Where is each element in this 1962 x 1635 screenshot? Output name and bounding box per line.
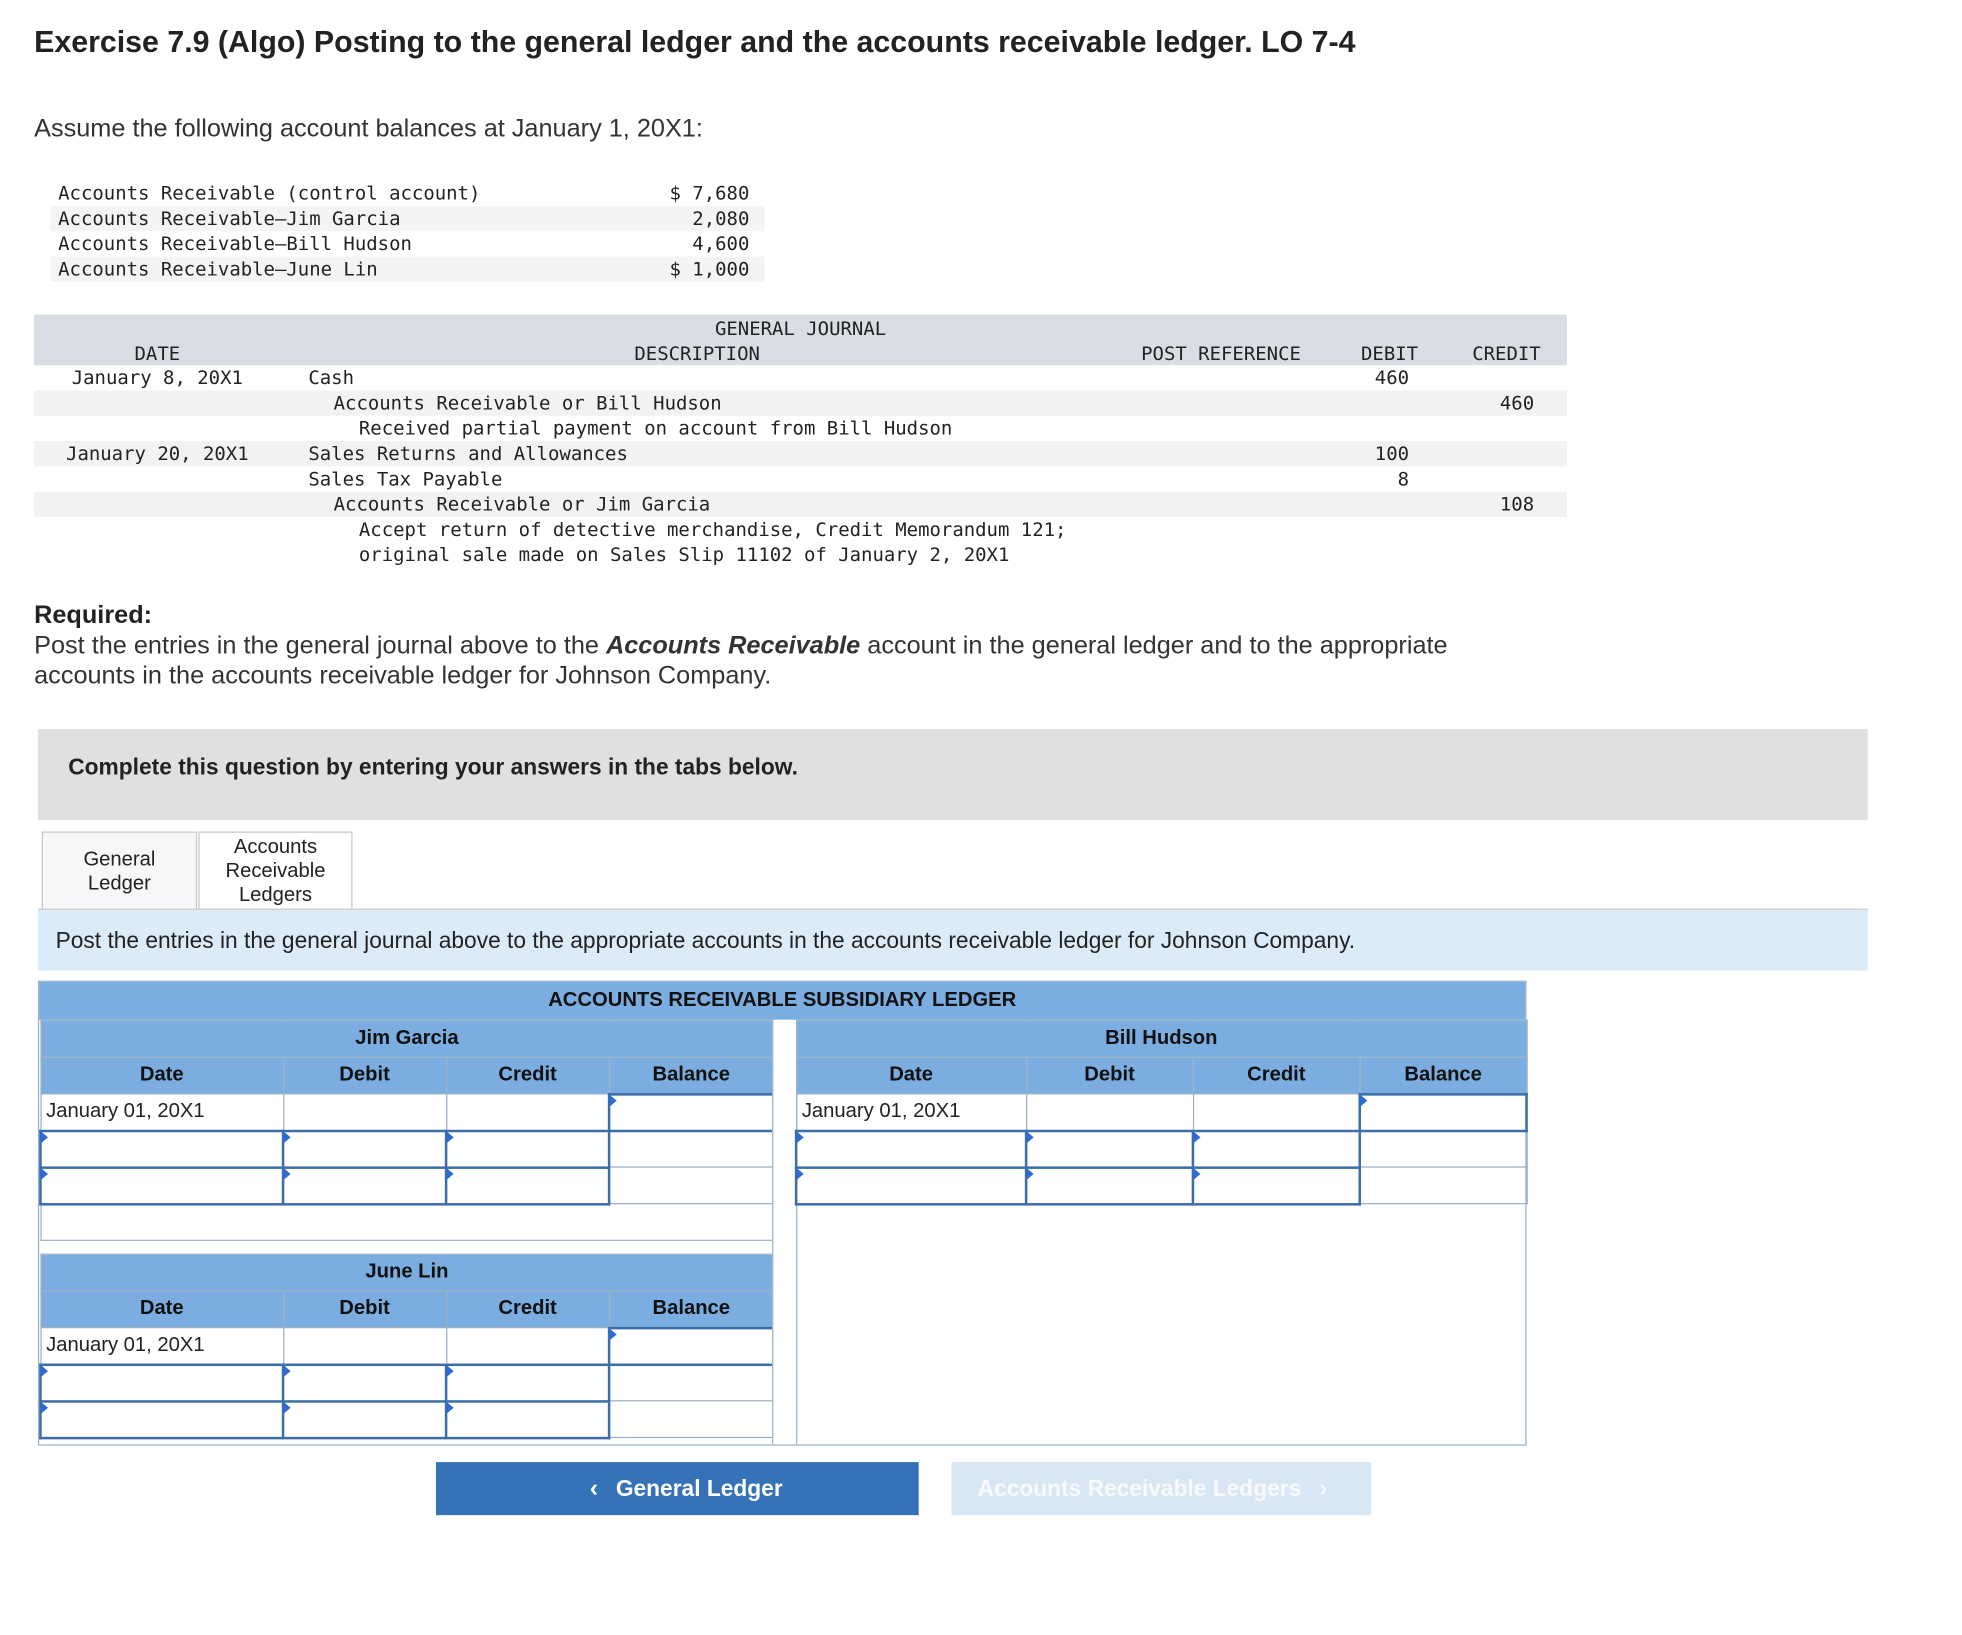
journal-header xyxy=(34,315,1567,366)
credit-cell xyxy=(446,1328,609,1365)
journal-row xyxy=(34,517,1567,542)
journal-row xyxy=(34,441,1567,466)
journal-row xyxy=(34,416,1567,441)
journal-row xyxy=(34,390,1567,415)
journal-desc: original sale made on Sales Slip 11102 of January 2, 20X1 xyxy=(358,543,1010,567)
col-date: Date xyxy=(40,1057,283,1094)
col-balance: Balance xyxy=(609,1057,773,1094)
balance-input[interactable] xyxy=(609,1328,773,1365)
balance-input[interactable] xyxy=(1360,1094,1527,1131)
col-credit: Credit xyxy=(446,1291,609,1328)
credit-input[interactable] xyxy=(446,1130,609,1167)
balance-input[interactable] xyxy=(609,1094,773,1131)
intro-text: Assume the following account balances at January 1, 20X1: xyxy=(34,114,703,143)
credit-input[interactable] xyxy=(446,1364,609,1401)
date-input[interactable] xyxy=(40,1167,283,1204)
chevron-right-icon: › xyxy=(1318,1474,1328,1502)
tab-label: Accounts Receivable Ledgers xyxy=(225,835,326,906)
balance-row xyxy=(51,206,765,231)
credit-input[interactable] xyxy=(1193,1130,1360,1167)
tab-instructions xyxy=(38,910,1868,971)
prev-tab-label: General Ledger xyxy=(615,1475,783,1501)
balance-row xyxy=(51,231,765,256)
col-credit: Credit xyxy=(446,1057,609,1094)
journal-row xyxy=(34,365,1567,390)
journal-title: GENERAL JOURNAL xyxy=(714,317,887,340)
journal-col-credit: CREDIT xyxy=(1472,342,1541,366)
col-credit: Credit xyxy=(1193,1057,1360,1094)
column-separator xyxy=(772,1020,797,1445)
credit-cell xyxy=(446,1094,609,1131)
ledger-june-lin xyxy=(39,1254,775,1439)
journal-desc: Sales Tax Payable xyxy=(308,467,503,491)
journal-col-debit: DEBIT xyxy=(1361,342,1419,366)
required-emphasis: Accounts Receivable xyxy=(605,631,861,660)
balance-amount: 2,080 xyxy=(692,207,750,230)
journal-date: January 20, 20X1 xyxy=(66,442,249,466)
journal-desc: Sales Returns and Allowances xyxy=(308,442,628,466)
table-row xyxy=(796,1094,1526,1131)
col-date: Date xyxy=(40,1291,283,1328)
journal-debit: 8 xyxy=(1397,467,1410,491)
tab-label: General Ledger xyxy=(83,848,156,895)
journal-row xyxy=(34,542,1567,567)
journal-debit: 460 xyxy=(1374,366,1410,390)
debit-cell xyxy=(1026,1094,1193,1131)
opening-date: January 01, 20X1 xyxy=(40,1328,283,1365)
journal-row xyxy=(34,492,1567,517)
balance-cell xyxy=(1360,1130,1527,1167)
balance-cell xyxy=(1360,1167,1527,1204)
balance-amount: 4,600 xyxy=(692,232,750,256)
journal-desc: Cash xyxy=(308,366,354,390)
balance-cell xyxy=(609,1401,773,1438)
table-row xyxy=(40,1094,773,1131)
date-input[interactable] xyxy=(796,1130,1026,1167)
date-input[interactable] xyxy=(796,1167,1026,1204)
col-debit: Debit xyxy=(283,1057,446,1094)
balance-amount: $ 7,680 xyxy=(669,181,750,205)
debit-cell xyxy=(283,1094,446,1131)
credit-input[interactable] xyxy=(446,1167,609,1204)
debit-input[interactable] xyxy=(283,1401,446,1438)
account-name: Jim Garcia xyxy=(40,1020,773,1057)
debit-input[interactable] xyxy=(1026,1130,1193,1167)
spacer-row xyxy=(40,1204,773,1241)
table-row xyxy=(40,1328,773,1365)
balance-name: Accounts Receivable (control account) xyxy=(58,181,481,205)
instruction-text: Complete this question by entering your answers in the tabs below. xyxy=(68,754,798,780)
next-tab-label: Accounts Receivable Ledgers xyxy=(977,1475,1302,1501)
opening-date: January 01, 20X1 xyxy=(40,1094,283,1131)
ledger-bill-hudson xyxy=(795,1020,1528,1205)
col-date: Date xyxy=(796,1057,1026,1094)
journal-col-post-ref: POST REFERENCE xyxy=(1141,342,1301,366)
credit-input[interactable] xyxy=(446,1401,609,1438)
journal-date: January 8, 20X1 xyxy=(71,366,243,390)
prev-tab-button[interactable] xyxy=(436,1462,919,1515)
balance-cell xyxy=(609,1364,773,1401)
chevron-left-icon: ‹ xyxy=(589,1474,599,1502)
required-text-before: Post the entries in the general journal above to the xyxy=(34,631,606,660)
col-debit: Debit xyxy=(283,1291,446,1328)
account-balances xyxy=(51,181,765,282)
debit-input[interactable] xyxy=(283,1364,446,1401)
tab-general-ledger[interactable] xyxy=(42,832,197,910)
debit-input[interactable] xyxy=(283,1130,446,1167)
balance-name: Accounts Receivable—June Lin xyxy=(58,257,378,281)
required-heading: Required: xyxy=(34,601,153,630)
journal-desc: Accounts Receivable or Bill Hudson xyxy=(333,391,722,415)
journal-col-date: DATE xyxy=(134,342,181,366)
journal-credit: 108 xyxy=(1499,492,1535,516)
debit-cell xyxy=(283,1328,446,1365)
tab-instructions-text: Post the entries in the general journal above to the appropriate accounts in the accounts receivable ledger for Johnson Company. xyxy=(55,927,1356,953)
table-row xyxy=(40,1130,773,1167)
general-journal xyxy=(34,315,1567,568)
opening-date: January 01, 20X1 xyxy=(796,1094,1026,1131)
journal-row xyxy=(34,466,1567,491)
balance-row xyxy=(51,181,765,206)
page-title: Exercise 7.9 (Algo) Posting to the general ledger and the accounts receivable ledger. LO 7-4 xyxy=(34,25,1356,60)
balance-name: Accounts Receivable—Bill Hudson xyxy=(58,232,412,256)
table-row xyxy=(40,1401,773,1438)
table-row xyxy=(796,1130,1526,1167)
balance-row xyxy=(51,257,765,282)
debit-input[interactable] xyxy=(283,1167,446,1204)
tab-accounts-receivable-ledgers[interactable] xyxy=(198,832,352,910)
required-section xyxy=(34,600,1550,691)
journal-desc: Accounts Receivable or Jim Garcia xyxy=(333,492,711,516)
journal-credit: 460 xyxy=(1499,391,1535,415)
credit-cell xyxy=(1193,1094,1360,1131)
journal-desc: Received partial payment on account from Bill Hudson xyxy=(358,417,953,440)
journal-desc: Accept return of detective merchandise, Credit Memorandum 121; xyxy=(358,518,1067,541)
table-row xyxy=(40,1364,773,1401)
next-tab-button[interactable] xyxy=(952,1462,1372,1515)
account-name: June Lin xyxy=(40,1254,773,1291)
balance-name: Accounts Receivable—Jim Garcia xyxy=(58,207,401,230)
instruction-bar xyxy=(38,729,1868,820)
account-name: Bill Hudson xyxy=(796,1020,1526,1057)
journal-debit: 100 xyxy=(1374,442,1410,466)
col-balance: Balance xyxy=(609,1291,773,1328)
debit-input[interactable] xyxy=(1026,1167,1193,1204)
required-text-after: account in the general ledger and to the appropriate accounts in the accounts receivable ledger for Johnson Company. xyxy=(34,631,1448,690)
balance-cell xyxy=(609,1167,773,1204)
date-input[interactable] xyxy=(40,1130,283,1167)
balance-cell xyxy=(609,1130,773,1167)
credit-input[interactable] xyxy=(1193,1167,1360,1204)
col-debit: Debit xyxy=(1026,1057,1193,1094)
ar-subsidiary-ledger xyxy=(38,981,1527,1446)
date-input[interactable] xyxy=(40,1364,283,1401)
balance-amount: $ 1,000 xyxy=(669,257,750,281)
ledger-title: ACCOUNTS RECEIVABLE SUBSIDIARY LEDGER xyxy=(39,982,1525,1020)
date-input[interactable] xyxy=(40,1401,283,1438)
journal-col-description: DESCRIPTION xyxy=(634,342,760,366)
table-row xyxy=(40,1167,773,1204)
ledger-jim-garcia xyxy=(39,1020,774,1241)
table-row xyxy=(796,1167,1526,1204)
col-balance: Balance xyxy=(1360,1057,1527,1094)
